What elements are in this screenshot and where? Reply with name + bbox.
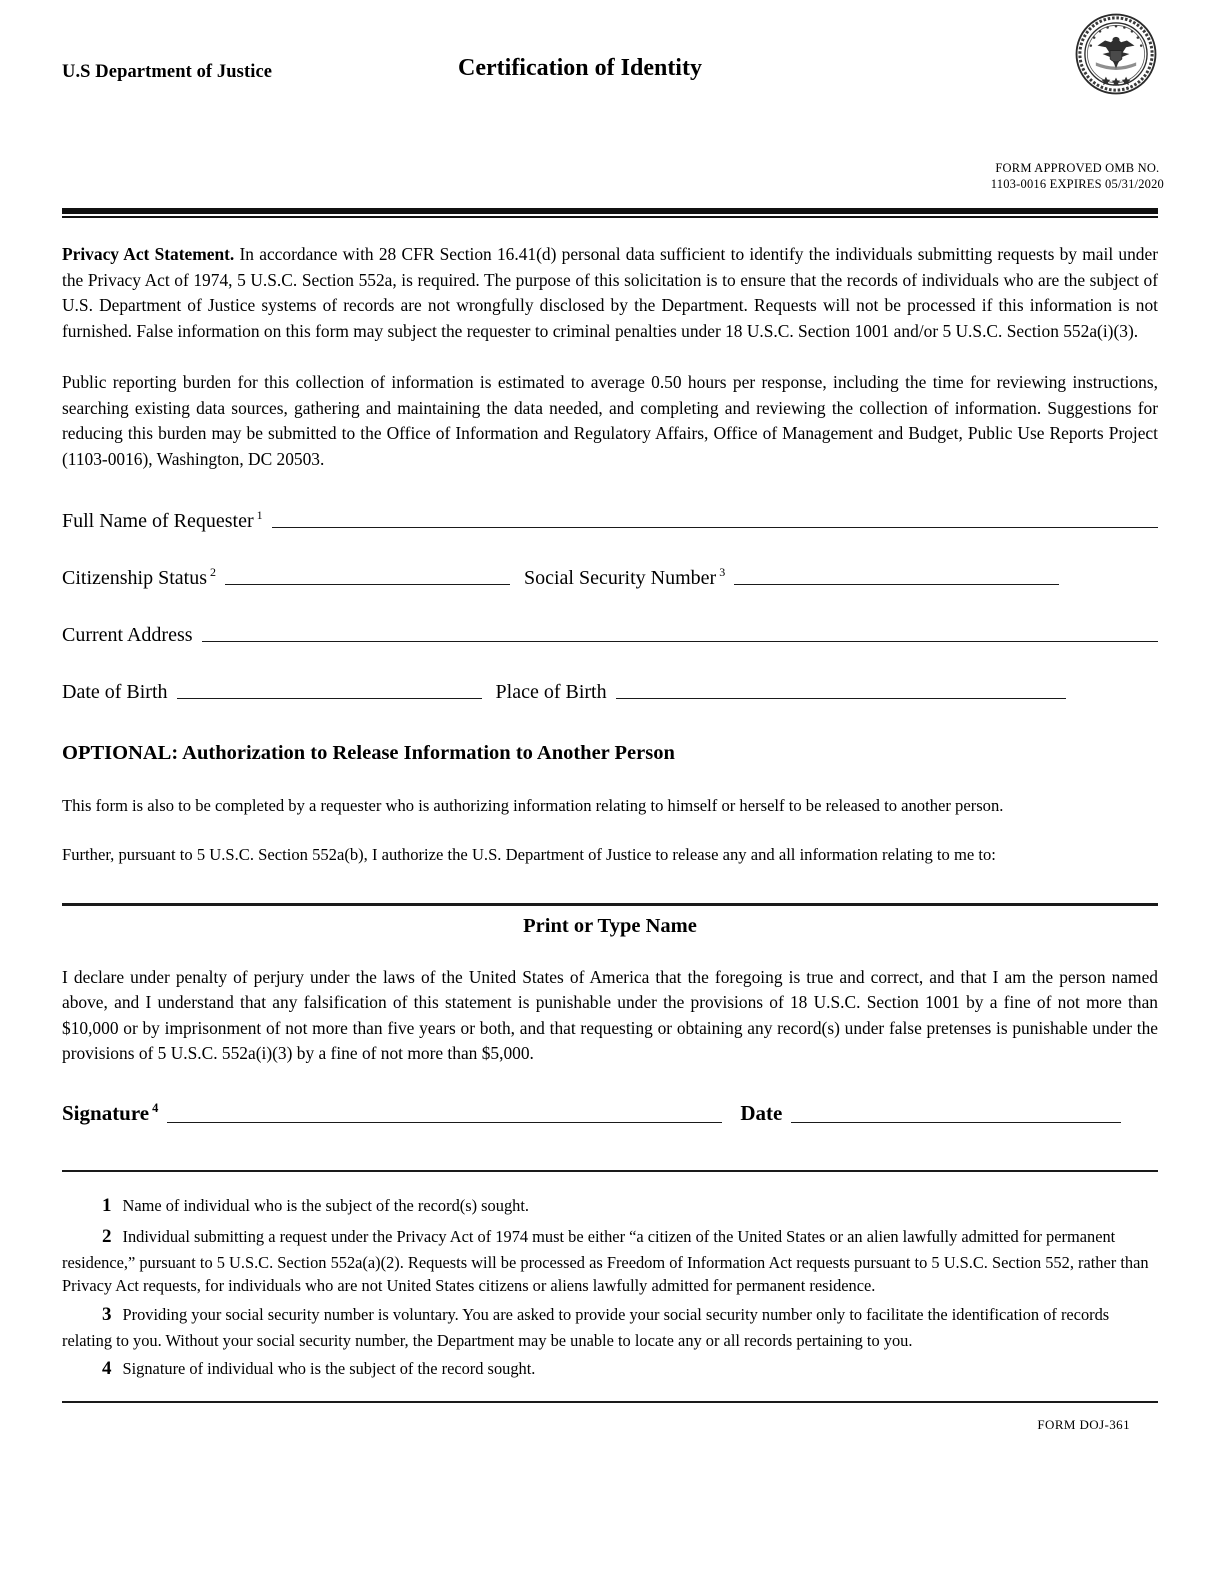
signature-label: Signature $^4$ [62, 1101, 159, 1126]
doj-seal-icon [1074, 12, 1158, 96]
print-name-label: Print or Type Name [523, 914, 697, 937]
footnote-item [62, 1356, 1158, 1383]
optional-paragraph-1: This form is also to be completed by a requester who is authorizing information relating to himself or herself to be released to another person. [62, 795, 1004, 815]
footnote-number: 4 [102, 1357, 112, 1379]
privacy-act-heading: Privacy Act Statement. [62, 244, 235, 264]
footnote-text: Signature of individual who is the subject of the record sought. [122, 1358, 536, 1378]
field-current-address [62, 625, 1158, 645]
date-input[interactable] [791, 1122, 1121, 1123]
date-of-birth-label: Date of Birth [62, 680, 168, 703]
agency-name: U.S Department of Justice [62, 62, 273, 82]
privacy-act-body: In accordance with 28 CFR Section 16.41(d) personal data sufficient to identify the individuals submitting requests by mail under the Privacy Act of 1974, 5 U.S.C. Section 552a, is required. The purpose of this solicitation is to ensure that the records of individuals who are the subject of U.S. Department of Justice systems of records are not wrongfully disclosed by the Department. Requests will not be processed if this information is not furnished. False information on this form may subject the requester to criminal penalties under 18 U.S.C. Section 1001 and/or 5 U.S.C. Section 552a(i)(3). [62, 244, 1158, 341]
citizenship-input[interactable] [225, 584, 510, 585]
signature-input[interactable] [167, 1122, 722, 1123]
current-address-input[interactable] [202, 641, 1158, 642]
ssn-footnote-ref: 3 [719, 564, 726, 579]
footnote-number: 3 [102, 1303, 112, 1325]
omb-line-1: FORM APPROVED OMB NO. [995, 161, 1160, 175]
citizenship-footnote-ref: 2 [210, 564, 216, 579]
date-of-birth-input[interactable] [177, 698, 482, 699]
field-citizenship-ssn-row [62, 564, 1158, 589]
full-name-label: Full Name of Requester $^1$ [62, 507, 263, 532]
omb-approval-block [991, 160, 1164, 192]
signature-row [62, 1101, 1158, 1126]
footnote-text: Providing your social security number is voluntary. You are asked to provide your social security number only to facilitate the identification of records relating to you. Without your social security number, the Department may be unable to locate any or all records pertaining to you. [62, 1304, 1110, 1350]
citizenship-label: Citizenship Status $^2$ [62, 564, 216, 589]
omb-line-2: 1103-0016 EXPIRES 05/31/2020 [990, 177, 1164, 191]
date-label: Date [740, 1101, 783, 1126]
main-content [62, 242, 1158, 1433]
header-divider [62, 208, 1158, 218]
signature-footnote-ref: 4 [152, 1101, 159, 1116]
current-address-label: Current Address [62, 623, 193, 646]
footnotes-divider [62, 1170, 1158, 1172]
footnote-item [62, 1302, 1158, 1352]
footnotes-block [62, 1193, 1158, 1383]
footnote-item [62, 1224, 1158, 1298]
field-birth-row [62, 682, 1158, 702]
print-name-line[interactable] [62, 903, 1158, 906]
footnote-text: Name of individual who is the subject of the record(s) sought. [122, 1196, 529, 1216]
place-of-birth-label: Place of Birth [495, 680, 607, 703]
privacy-act-statement [62, 242, 1158, 344]
perjury-declaration: I declare under penalty of perjury under the laws of the United States of America that the foregoing is true and correct, and that I am the person named above, and I understand that any falsification of this statement is punishable under the provisions of 18 U.S.C. Section 1001 by a fine of not more than $10,000 or by imprisonment of not more than five years or both, and that requesting or obtaining any record(s) under false pretenses is punishable under the provisions of 5 U.S.C. 552a(i)(3) by a fine of not more than $5,000. [62, 966, 1158, 1064]
footnote-item [62, 1193, 1158, 1220]
full-name-footnote-ref: 1 [256, 507, 263, 522]
place-of-birth-input[interactable] [616, 698, 1066, 699]
footnote-number: 1 [102, 1195, 112, 1217]
ssn-label: Social Security Number $^3$ [524, 564, 726, 589]
full-name-input[interactable] [272, 527, 1158, 528]
reporting-burden-statement: Public reporting burden for this collection of information is estimated to average 0.50 hours per response, including the time for reviewing instructions, searching existing data sources, gathering and maintaining the data needed, and completing and reviewing the collection of information. Suggestions for reducing this burden may be submitted to the Office of Information and Regulatory Affairs, Office of Management and Budget, Public Use Reports Project (1103-0016), Washington, DC 20503. [62, 372, 1158, 470]
field-full-name[interactable] [62, 507, 1158, 532]
ssn-input[interactable] [734, 584, 1059, 585]
document-body [62, 0, 1158, 120]
page-title: Certification of Identity [458, 55, 702, 81]
identity-fields-group [62, 507, 1158, 703]
footnote-text: Individual submitting a request under the Privacy Act of 1974 must be either “a citizen of the United States or an alien lawfully admitted for permanent residence,” pursuant to 5 U.S.C. Section 552a(a)(2). Requests will be processed as Freedom of Information Act requests pursuant to 5 U.S.C. Section 552, rather than Privacy Act requests, for individuals who are not United States citizens or aliens lawfully admitted for permanent residence. [62, 1227, 1149, 1296]
optional-section-heading: OPTIONAL: Authorization to Release Information to Another Person [62, 741, 675, 764]
form-code: FORM DOJ-361 [1037, 1416, 1130, 1432]
footer-divider [62, 1401, 1158, 1403]
document-header [62, 0, 1158, 120]
optional-paragraph-2: Further, pursuant to 5 U.S.C. Section 552a(b), I authorize the U.S. Department of Justice to release any and all information relating to me to: [62, 844, 996, 864]
footnote-number: 2 [102, 1226, 112, 1247]
